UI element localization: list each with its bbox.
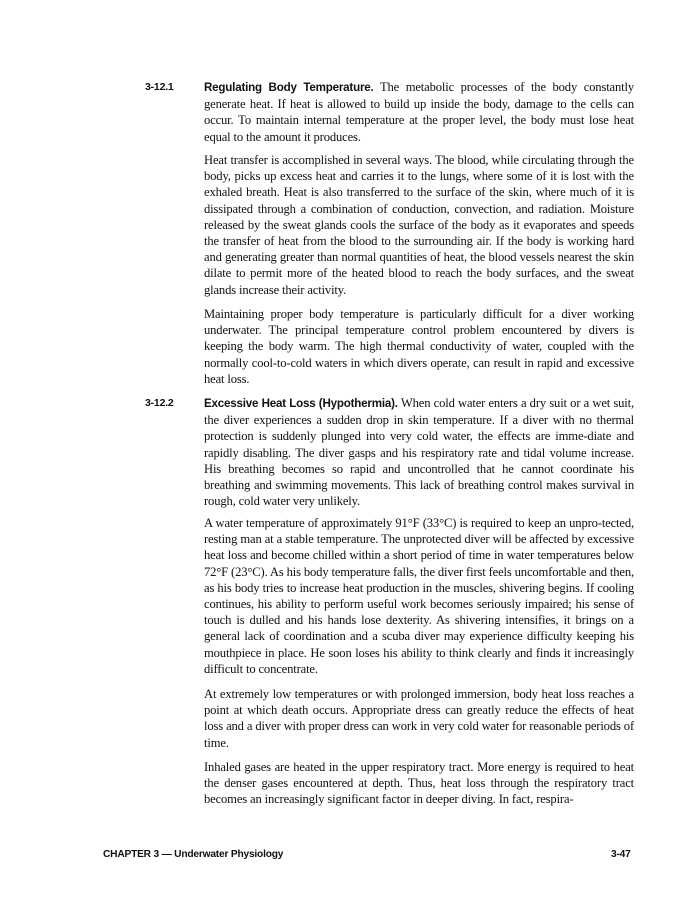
footer-chapter-title: CHAPTER 3 — Underwater Physiology — [103, 849, 284, 860]
paragraph — [204, 79, 634, 145]
footer-page-number: 3-47 — [611, 849, 631, 860]
paragraph: At extremely low temperatures or with prolonged immersion, body heat loss reaches a point at which death occurs. Appropriate dress can greatly reduce the effects of heat loss and a diver with proper dress can work in very cold water for reasonable periods of time. — [204, 687, 634, 750]
paragraph: Maintaining proper body temperature is particularly difficult for a diver working underwater. The principal temperature control problem encountered by divers is keeping the body warm. The high thermal conductivity of water, coupled with the normally cool-to-cold waters in which divers operate, can result in rapid and excessive heat loss. — [204, 307, 634, 386]
paragraph: A water temperature of approximately 91°F (33°C) is required to keep an unpro-tected, resting man at a stable temperature. The unprotected diver will be affected by excessive heat loss and become chilled within a short period of time in water temperatures below 72°F (23°C). As his body temperature falls, the diver first feels uncomfortable and then, as his body tries to increase heat production in the muscles, shivering begins. If cooling continues, his ability to perform useful work becomes seriously impaired; his sense of touch is dulled and his hands lose dexterity. As shivering intensifies, it brings on a general lack of coordination and a scuba diver may experience difficulty keeping his mouthpiece in place. He soon loses his ability to think clearly and finds it increasingly difficult to concentrate. — [204, 516, 634, 676]
section-number: 3-12.1 — [145, 81, 174, 93]
paragraph — [204, 395, 634, 509]
paragraph-text: When cold water enters a dry suit or a wet suit, the diver experiences a sudden drop in skin temperature. If a diver with no thermal protection is suddenly plunged into very cold water, the effects are imme-diate and rapidly disabling. The diver gasps and his respiratory rate and tidal volume increase. His breathing becomes so rapid and uncontrolled that he cannot coordinate his breathing and swimming movements. This lack of breathing control makes survival in rough, cold water very unlikely. — [204, 396, 634, 509]
section-heading: Excessive Heat Loss (Hypothermia). — [204, 397, 398, 410]
paragraph: Heat transfer is accomplished in several ways. The blood, while circulating through the body, picks up excess heat and carries it to the lungs, where some of it is lost with the exhaled breath. Heat is also transferred to the surface of the skin, where much of it is dissipated through a combination of conduction, convection, and radiation. Moisture released by the sweat glands cools the surface of the body as it evaporates and speeds the transfer of heat from the blood to the surrounding air. If the body is working hard and generating greater than normal quantities of heat, the blood vessels nearest the skin dilate to permit more of the heated blood to reach the body surfaces, and the sweat glands increase their activity. — [204, 153, 634, 297]
section-number: 3-12.2 — [145, 397, 174, 409]
paragraph: Inhaled gases are heated in the upper respiratory tract. More energy is required to heat the denser gases encountered at depth. Thus, heat loss through the respiratory tract becomes an increasingly significant factor in deeper diving. In fact, respira- — [204, 760, 634, 807]
section-heading: Regulating Body Temperature. — [204, 81, 374, 94]
paragraph-text: The metabolic processes of the body constantly generate heat. If heat is allowed to build up inside the body, damage to the cells can occur. To maintain internal temperature at the proper level, the body must lose heat equal to the amount it produces. — [204, 80, 634, 144]
